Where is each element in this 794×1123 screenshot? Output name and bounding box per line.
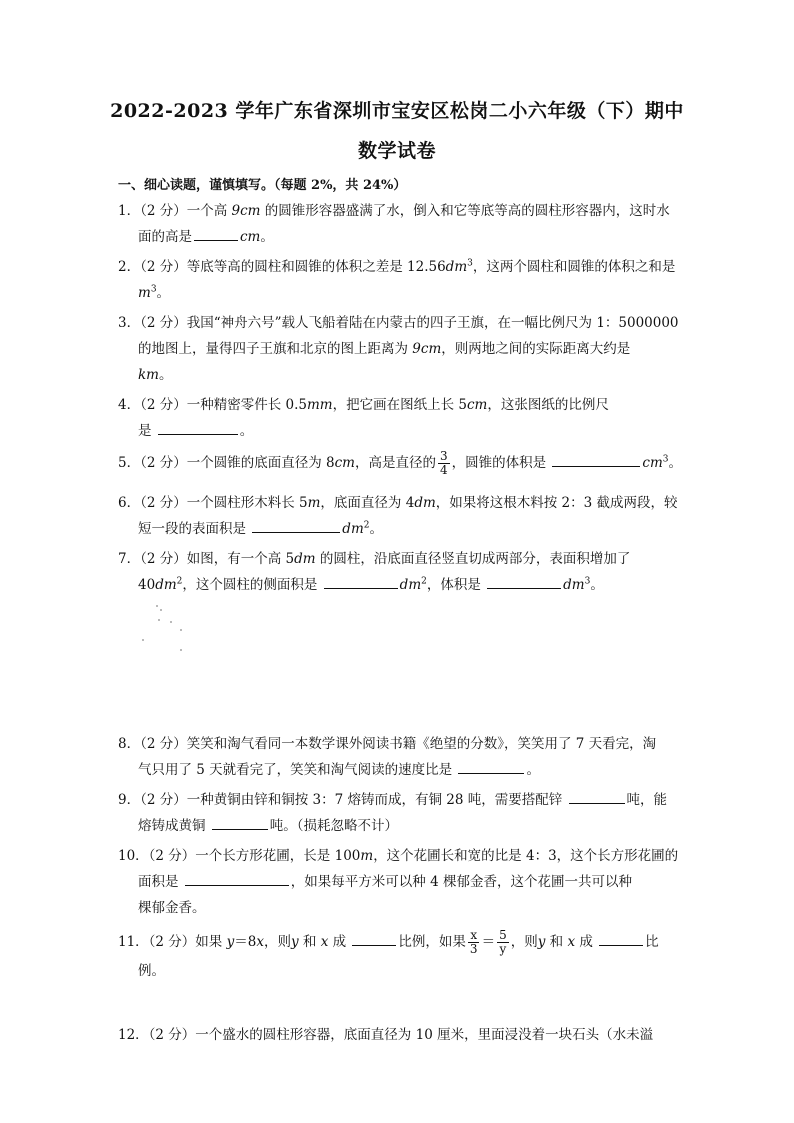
answer-blank[interactable] [158,420,238,435]
question-1: 1．（2 分）一个高 9cm 的圆锥形容器盛满了水，倒入和它等底等高的圆柱形容器内，这时水 面的高是 cm。 [118,203,670,245]
question-8: 8．（2 分）笑笑和淘气看同一本数学课外阅读书籍《绝望的分数》，笑笑用了 7 天看完，淘 气只用了 5 天就看完了，笑笑和淘气阅读的速度比是 。 [118,736,657,778]
answer-blank[interactable] [352,931,396,946]
cylinder-figure [135,600,205,660]
question-11: 11．（2 分）如果 y＝8x，则y 和 x 成 比例，如果 $\frac{x}{3}$ ＝ $\frac{5}{y}$ ，则y 和 x 成 比 例。 [118,928,659,979]
answer-blank[interactable] [194,226,238,241]
question-2: 2．（2 分）等底等高的圆柱和圆锥的体积之差是 $12.56dm^3$，这两个圆柱和圆锥的体积之和是 $m^3$。 [118,258,676,301]
answer-blank[interactable] [569,789,625,804]
answer-blank[interactable] [552,452,640,467]
question-12: 12．（2 分）一个盛水的圆柱形容器，底面直径为 10 厘米，里面浸没着一块石头（水未溢 [118,1027,654,1043]
answer-blank[interactable] [487,574,561,589]
section-heading: 一、细心读题，谨慎填写。（每题 2%，共 24%） [118,178,407,193]
question-5: 5．（2 分）一个圆锥的底面直径为 8cm，高是直径的 $\frac{3}{4}$ ，圆锥的体积是 $cm^3$。 [118,449,683,477]
question-7: 7．（2 分）如图，有一个高 5dm 的圆柱，沿底面直径竖直切成两部分，表面积增加了 $40dm^2$，这个圆柱的侧面积是 $dm^2$，体积是 $dm^3$。 [118,551,631,593]
question-3: 3．（2 分）我国“神舟六号”载人飞船着陆在内蒙古的四子王旗，在一幅比例尺为 1：5000000 的地图上，量得四子王旗和北京的图上距离为 9cm，则两地之间的实际距离大约是 km。 [118,315,679,383]
question-10: 10．（2 分）一个长方形花圃，长是 100m，这个花圃长和宽的比是 4：3，这个长方形花圃的 面积是 ，如果每平方米可以种 4 棵郁金香，这个花圃一共可以种 棵郁金香。 [118,848,679,916]
answer-blank[interactable] [185,871,289,886]
fraction-5-over-y: $\frac{5}{y}$ [499,928,507,956]
exam-title-line1: 2022-2023 学年广东省深圳市宝安区松岗二小六年级（下）期中 [110,100,684,122]
answer-blank[interactable] [599,931,643,946]
answer-blank[interactable] [324,574,398,589]
fraction: $\frac{3}{4}$ [439,449,448,477]
question-9: 9．（2 分）一种黄铜由锌和铜按 3：7 熔铸而成，有铜 28 吨，需要搭配锌 吨，能 熔铸成黄铜 吨。（损耗忽略不计） [118,787,680,839]
question-4: 4．（2 分）一种精密零件长 0.5mm，把它画在图纸上长 5cm，这张图纸的比例尺 是 。 [118,397,609,439]
exam-title-line2: 数学试卷 [357,140,436,162]
answer-blank[interactable] [458,759,524,774]
answer-blank[interactable] [212,815,268,830]
question-6: 6．（2 分）一个圆柱形木料长 5m，底面直径为 4dm，如果将这根木料按 2：3 截成两段，较 短一段的表面积是 $dm^2$。 [118,495,678,537]
answer-blank[interactable] [252,518,340,533]
fraction-x-over-3: $\frac{x}{3}$ [469,928,478,956]
